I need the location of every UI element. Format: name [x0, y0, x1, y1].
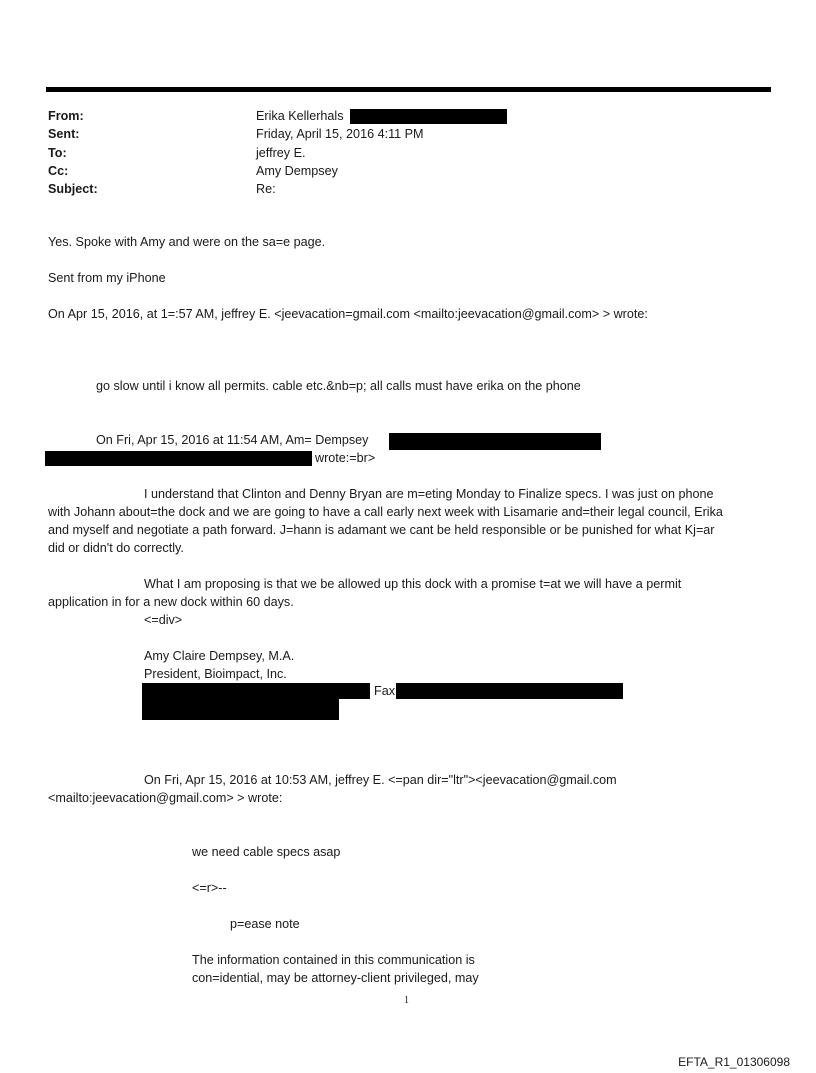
from-label: From: [48, 109, 84, 123]
signature-title: President, Bioimpact, Inc. [144, 667, 287, 681]
signature-fax-label: Fax [374, 684, 395, 698]
paragraph-line: What I am proposing is that we be allowed up this dock with a promise t=at we will have a permit [144, 577, 682, 591]
paragraph-line: application in for a new dock within 60 days. [48, 595, 294, 609]
redaction-box [142, 683, 370, 699]
quoted-separator: <=r>-- [192, 881, 227, 895]
cc-value: Amy Dempsey [256, 164, 338, 178]
redaction-box [45, 451, 312, 466]
paragraph-line: with Johann about=the dock and we are going to have a call early next week with Lisamarie and=their legal council, Erika [48, 505, 723, 519]
quote-header-2: On Fri, Apr 15, 2016 at 11:54 AM, Am= Dempsey [96, 433, 369, 447]
quote-header-2-cont: wrote:=br> [315, 451, 376, 465]
redaction-box [350, 109, 507, 124]
div-tag-text: <=div> [144, 613, 183, 627]
bates-number: EFTA_R1_01306098 [678, 1055, 790, 1069]
reply-text: Yes. Spoke with Amy and were on the sa=e page. [48, 235, 326, 249]
sent-value: Friday, April 15, 2016 4:11 PM [256, 127, 424, 141]
disclaimer-line: The information contained in this communication is [192, 953, 475, 967]
quote-header-1: On Apr 15, 2016, at 1=:57 AM, jeffrey E. <jeevacation=gmail.com <mailto:jeevacation@gmail.com> > wrote: [48, 307, 648, 321]
redaction-box [142, 699, 339, 720]
quote-header-3: On Fri, Apr 15, 2016 at 10:53 AM, jeffrey E. <=pan dir="ltr"><jeevacation@gmail.com [144, 773, 617, 787]
paragraph-line: and myself and negotiate a path forward. J=hann is adamant we cant be held responsible or be punished for what Kj=ar [48, 523, 715, 537]
to-value: jeffrey E. [256, 146, 306, 160]
paragraph-line: did or didn't do correctly. [48, 541, 184, 555]
subject-value: Re: [256, 182, 276, 196]
disclaimer-heading: p=ease note [230, 917, 300, 931]
quote-header-3-cont: <mailto:jeevacation@gmail.com> > wrote: [48, 791, 283, 805]
from-value: Erika Kellerhals [256, 109, 344, 123]
paragraph-line: I understand that Clinton and Denny Bryan are m=eting Monday to Finalize specs. I was just on phone [144, 487, 714, 501]
disclaimer-line: con=idential, may be attorney-client privileged, may [192, 971, 479, 985]
signature-iphone: Sent from my iPhone [48, 271, 166, 285]
subject-label: Subject: [48, 182, 98, 196]
sent-label: Sent: [48, 127, 80, 141]
signature-name: Amy Claire Dempsey, M.A. [144, 649, 295, 663]
quoted-message-3: we need cable specs asap [192, 845, 341, 859]
quoted-message-1: go slow until i know all permits. cable etc.&nb=p; all calls must have erika on the phone [96, 379, 581, 393]
header-rule [46, 87, 771, 92]
to-label: To: [48, 146, 67, 160]
page-number: 1 [404, 995, 409, 1006]
redaction-box [396, 683, 623, 699]
cc-label: Cc: [48, 164, 69, 178]
redaction-box [389, 433, 601, 450]
